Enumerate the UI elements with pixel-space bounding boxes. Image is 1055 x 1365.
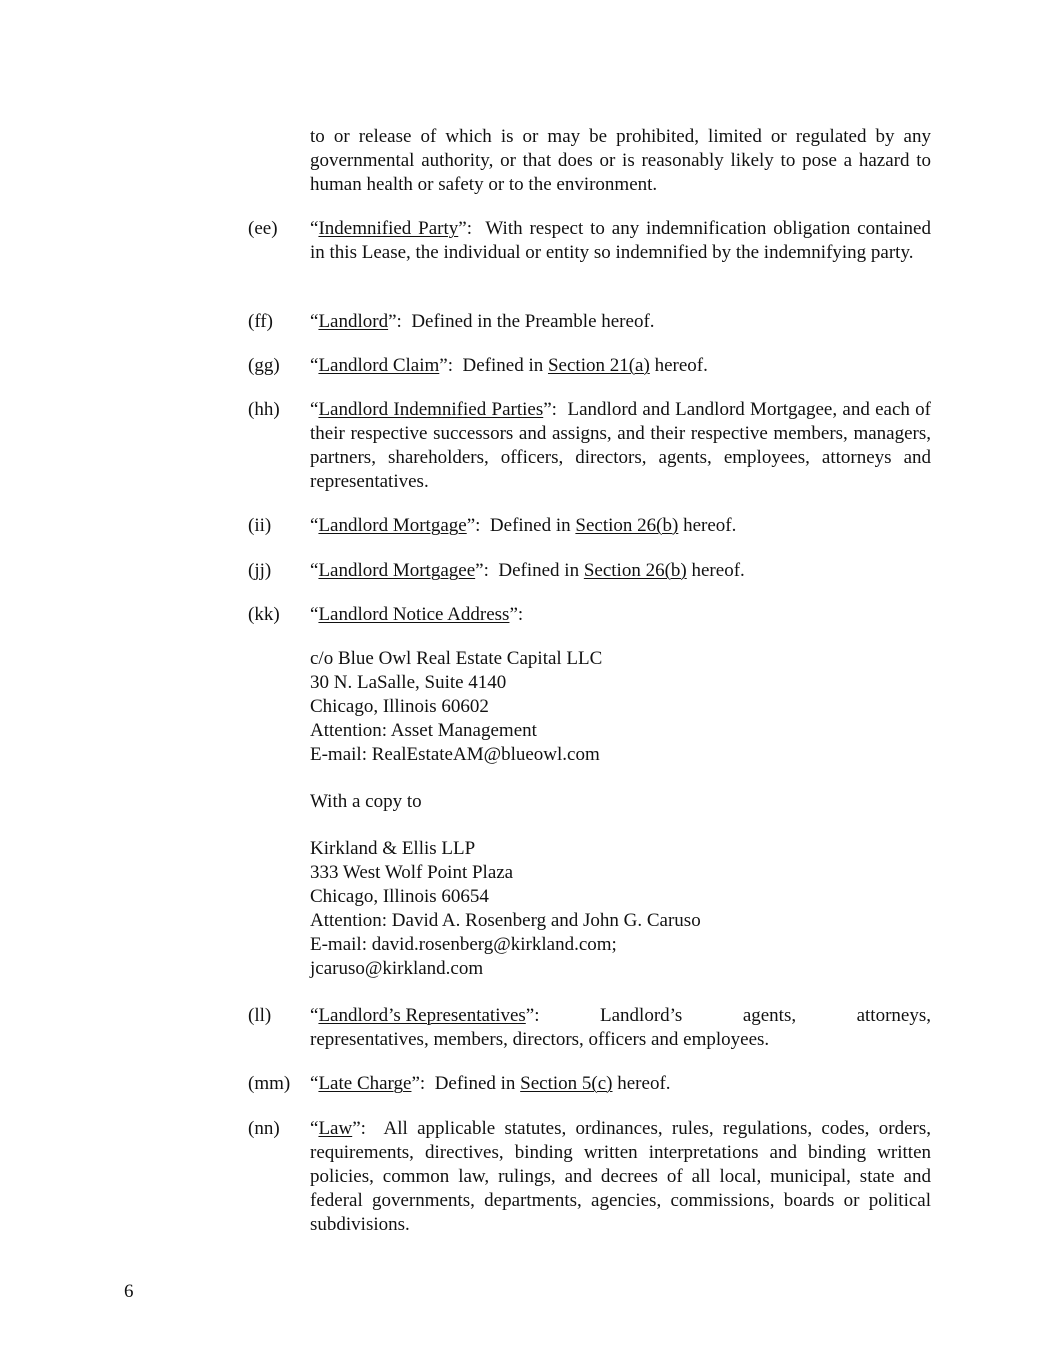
- defined-term: Landlord: [318, 311, 389, 332]
- landlord-address-block: [310, 647, 931, 767]
- open-quote: “: [310, 355, 319, 376]
- section-reference: Section 5(c): [520, 1073, 613, 1094]
- item-label: (gg): [248, 355, 280, 376]
- address-line: Attention: David A. Rosenberg and John G. Caruso: [310, 910, 701, 931]
- address-line: E-mail: RealEstateAM@blueowl.com: [310, 744, 600, 765]
- definition-indemnified-party: [248, 217, 931, 265]
- item-label: (kk): [248, 604, 280, 625]
- definition-text: Defined in: [489, 515, 571, 536]
- definition-text: With respect to any indemnification obligation contained in this Lease, the individual or entity so indemnified by the indemnifying party.: [310, 218, 931, 263]
- definition-text-end: hereof.: [654, 355, 708, 376]
- page-number: 6: [124, 1281, 134, 1302]
- close-quote: ”:: [475, 560, 489, 581]
- item-label: (jj): [248, 560, 272, 581]
- definition-second-line: representatives, members, directors, officers and employees.: [310, 1029, 770, 1050]
- address-line: Chicago, Illinois 60654: [310, 886, 489, 907]
- open-quote: “: [310, 399, 319, 420]
- definition-text: Defined in: [462, 355, 544, 376]
- definition-landlord-claim: [248, 354, 931, 378]
- defined-term: Landlord Notice Address: [318, 604, 510, 625]
- item-label: (ff): [248, 311, 273, 332]
- defined-term: Indemnified Party: [318, 218, 459, 239]
- copy-to-label: With a copy to: [310, 791, 422, 812]
- defined-term: Landlord Indemnified Parties: [318, 399, 544, 420]
- item-label: (ee): [248, 218, 278, 239]
- item-label: (mm): [248, 1073, 291, 1094]
- definition-first-line: [310, 1004, 931, 1028]
- open-quote: “: [310, 218, 319, 239]
- open-quote: “: [310, 1073, 319, 1094]
- close-quote: ”:: [352, 1118, 366, 1139]
- definition-body: [310, 217, 931, 265]
- definition-text: Defined in: [498, 560, 580, 581]
- definition-landlords-representatives: [248, 1004, 931, 1052]
- definition-text: All applicable statutes, ordinances, rules, regulations, codes, orders, requirements, directives, binding written interpretations and binding written policies, common law, rulings, and decrees of all local, municipal, state and federal governments, departments, agencies, commissions, boards or political subdivisions.: [310, 1118, 931, 1235]
- close-quote: ”:: [439, 355, 453, 376]
- close-quote: ”:: [458, 218, 472, 239]
- definition-word: attorneys,: [856, 1005, 931, 1026]
- continuation-paragraph: to or release of which is or may be prohibited, limited or regulated by any governmental authority, or that does or is reasonably likely to pose a hazard to human health or safety or to the environment.: [310, 126, 931, 195]
- definition-law: [248, 1117, 931, 1237]
- section-reference: Section 26(b): [575, 515, 679, 536]
- definition-landlord: [248, 310, 931, 334]
- item-label: (nn): [248, 1118, 280, 1139]
- close-quote: ”:: [411, 1073, 426, 1094]
- open-quote: “: [310, 515, 319, 536]
- copy-address-block: [310, 837, 931, 981]
- definition-body: [310, 310, 931, 334]
- definition-landlord-notice-address: [248, 603, 931, 627]
- defined-term: Landlord Claim: [318, 355, 440, 376]
- term-group: [310, 1004, 540, 1028]
- definition-body: [310, 1072, 931, 1096]
- definition-text: Defined in the Preamble hereof.: [411, 311, 655, 332]
- definition-body: [310, 1117, 931, 1237]
- defined-term: Law: [318, 1118, 353, 1139]
- definition-landlord-mortgagee: [248, 559, 931, 583]
- open-quote: “: [310, 311, 319, 332]
- address-line: 333 West Wolf Point Plaza: [310, 862, 514, 883]
- definition-body: [310, 1004, 931, 1052]
- address-line: Attention: Asset Management: [310, 720, 537, 741]
- open-quote: “: [310, 560, 319, 581]
- defined-term: Landlord Mortgagee: [318, 560, 476, 581]
- definition-body: [310, 603, 931, 627]
- defined-term: Landlord’s Representatives: [318, 1005, 526, 1026]
- open-quote: “: [310, 1118, 319, 1139]
- definition-body: [310, 398, 931, 494]
- definition-text: Landlord and Landlord Mortgagee, and each of their respective successors and assigns, and their respective members, managers, partners, shareholders, officers, directors, agents, employees, attorneys and representatives.: [310, 399, 932, 492]
- definition-word: agents,: [742, 1005, 797, 1026]
- definition-text-end: hereof.: [691, 560, 745, 581]
- close-quote: ”:: [543, 399, 557, 420]
- defined-term: Late Charge: [318, 1073, 412, 1094]
- close-quote: ”:: [466, 515, 481, 536]
- definition-body: [310, 514, 931, 538]
- section-reference: Section 21(a): [547, 355, 650, 376]
- definition-text-end: hereof.: [617, 1073, 671, 1094]
- definition-text: Defined in: [434, 1073, 516, 1094]
- definition-landlord-indemnified-parties: [248, 398, 931, 494]
- address-line: Kirkland & Ellis LLP: [310, 838, 476, 859]
- item-label: (ii): [248, 515, 272, 536]
- address-line: c/o Blue Owl Real Estate Capital LLC: [310, 648, 603, 669]
- address-line: 30 N. LaSalle, Suite 4140: [310, 672, 507, 693]
- open-quote: “: [310, 1005, 319, 1026]
- section-reference: Section 26(b): [583, 560, 687, 581]
- item-label: (ll): [248, 1005, 272, 1026]
- close-quote: ”:: [388, 311, 402, 332]
- definition-word: Landlord’s: [600, 1005, 683, 1026]
- defined-term: Landlord Mortgage: [318, 515, 467, 536]
- open-quote: “: [310, 604, 319, 625]
- definition-text-end: hereof.: [683, 515, 737, 536]
- definition-landlord-mortgage: [248, 514, 931, 538]
- definition-late-charge: [248, 1072, 931, 1096]
- item-label: (hh): [248, 399, 280, 420]
- definition-body: [310, 354, 931, 378]
- definition-body: [310, 559, 931, 583]
- close-quote: ”:: [509, 604, 524, 625]
- address-line: E-mail: david.rosenberg@kirkland.com;: [310, 934, 617, 955]
- address-line: Chicago, Illinois 60602: [310, 696, 489, 717]
- address-line: jcaruso@kirkland.com: [310, 958, 484, 979]
- close-quote: ”:: [525, 1005, 540, 1026]
